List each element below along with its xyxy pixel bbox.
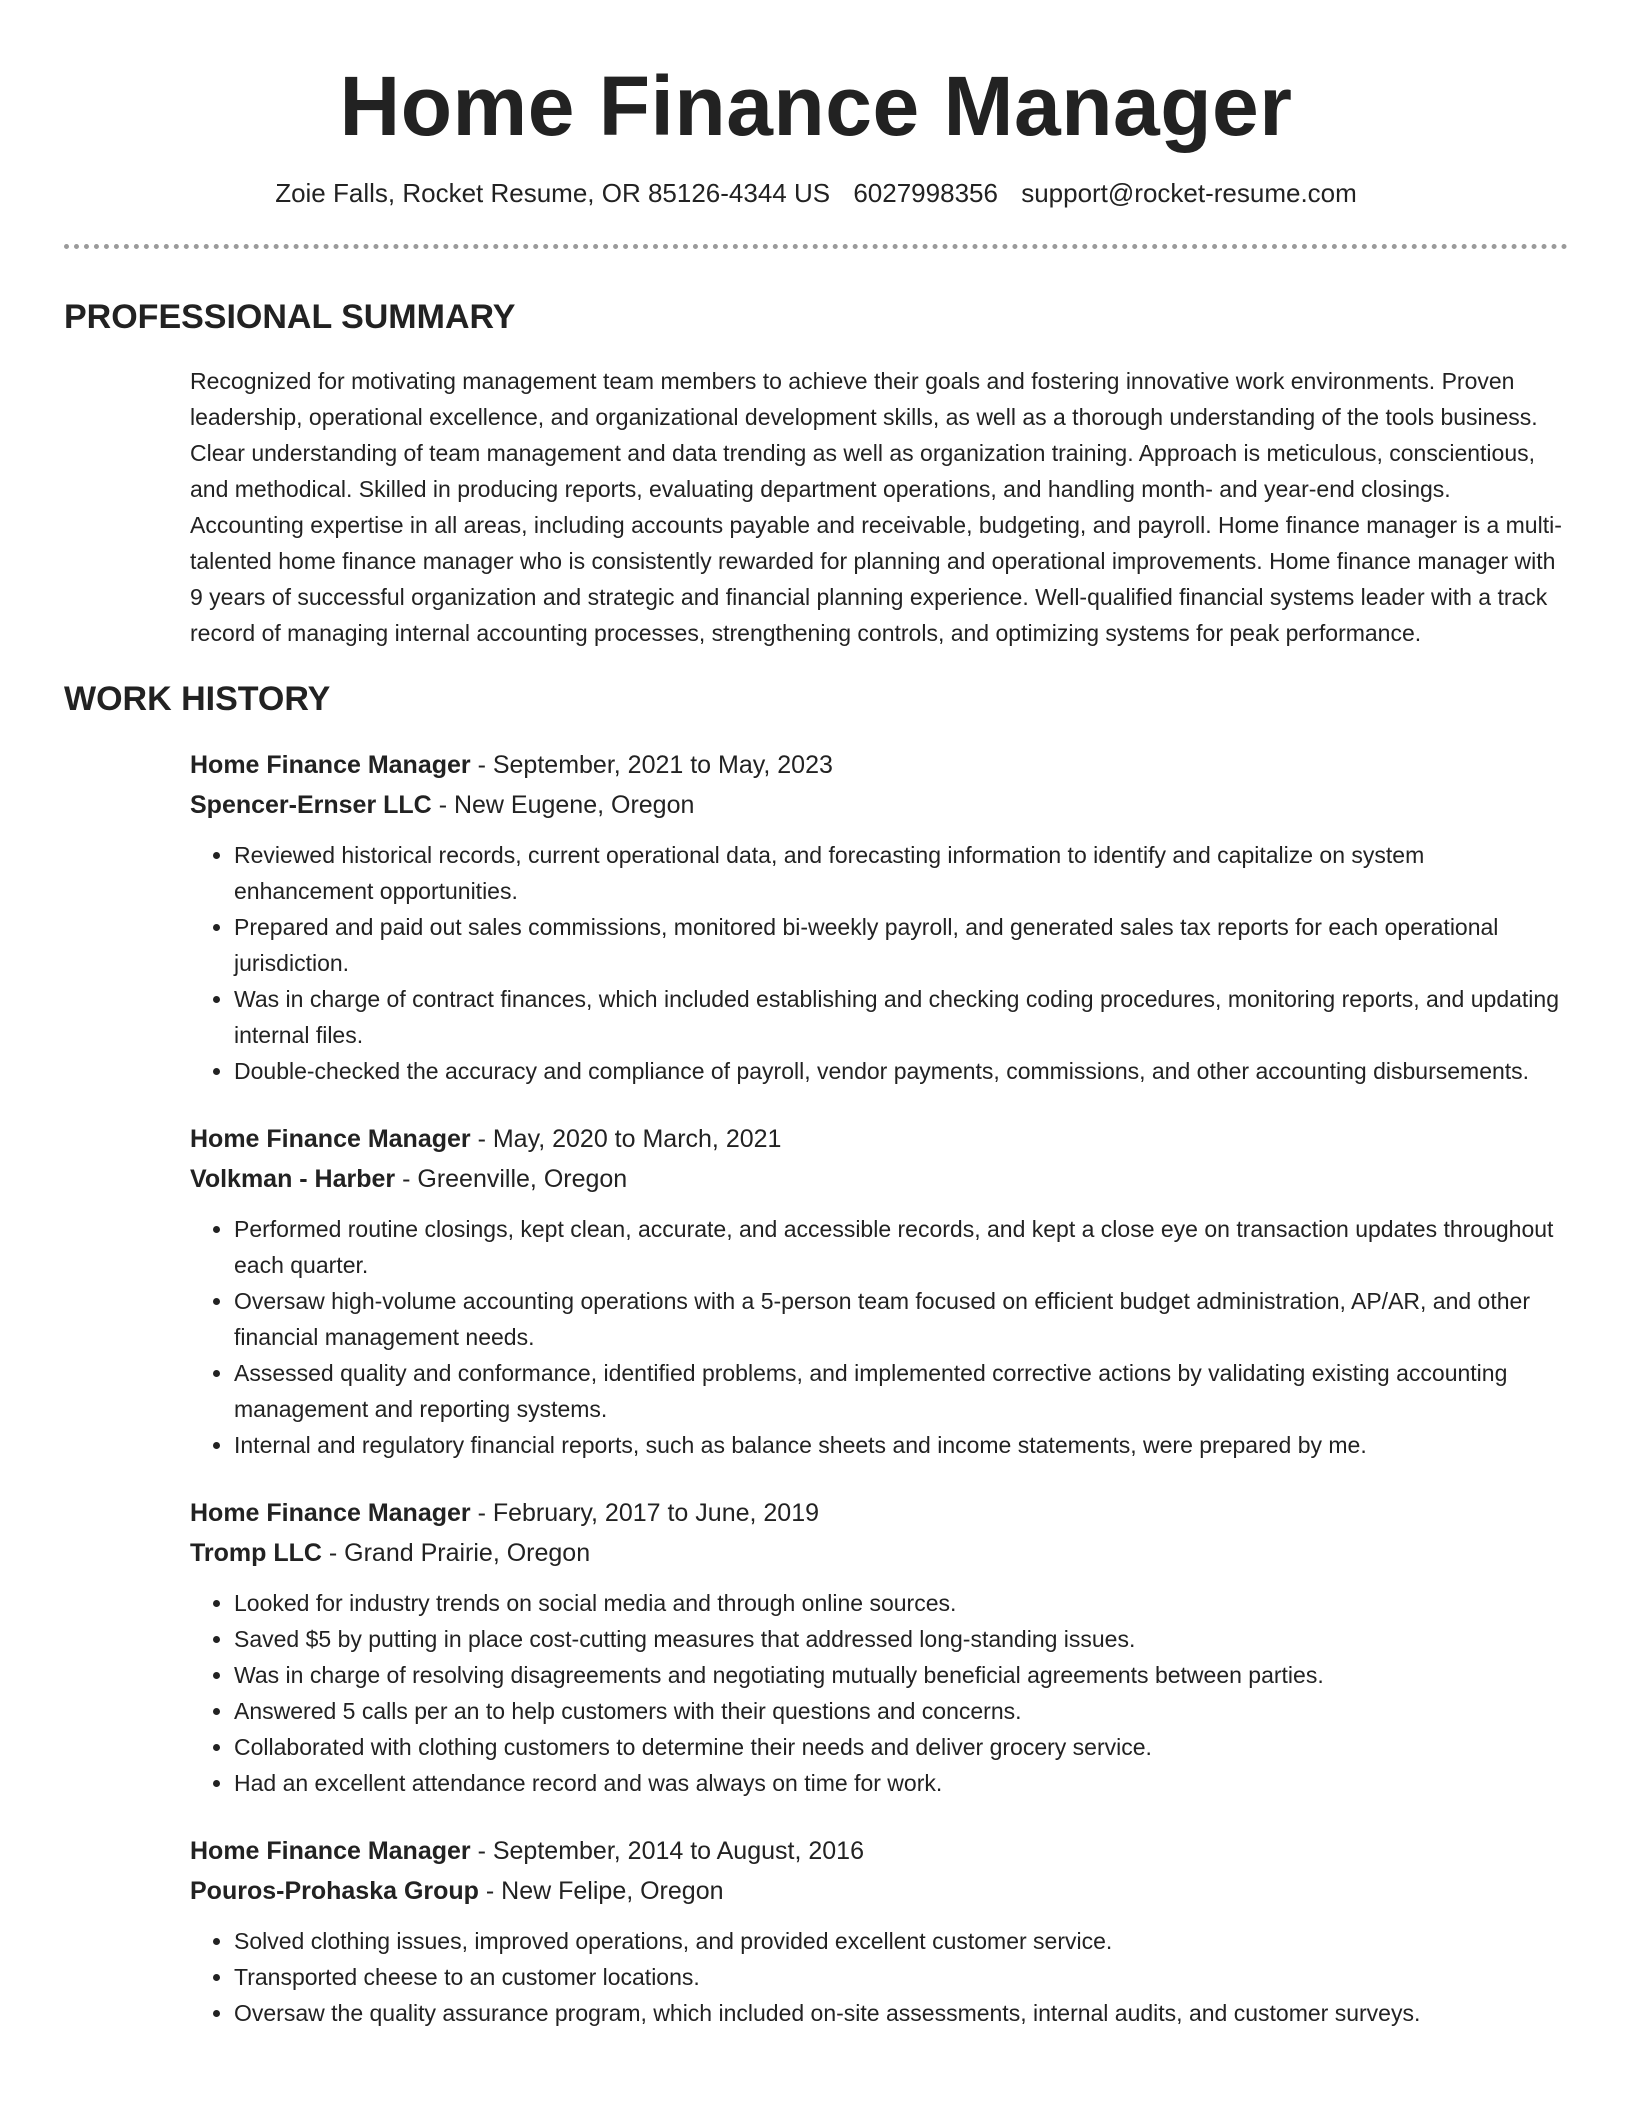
job-bullet: • Performed routine closings, kept clean, accurate, and accessible records, and kept a close eye on transaction updates throughout each quarter. — [234, 1211, 1568, 1283]
job-company: Pouros-Prohaska Group — [190, 1877, 479, 1905]
job-entry — [190, 745, 1568, 1089]
job-bullets — [190, 1585, 1568, 1801]
job-bullet: • Was in charge of resolving disagreements and negotiating mutually beneficial agreements between parties. — [234, 1657, 1568, 1693]
work-history-heading: WORK HISTORY — [64, 680, 331, 718]
job-bullet: • Internal and regulatory financial reports, such as balance sheets and income statements, were prepared by me. — [234, 1427, 1568, 1463]
job-dates: - February, 2017 to June, 2019 — [470, 1499, 820, 1527]
job-bullet: • Double-checked the accuracy and compliance of payroll, vendor payments, commissions, and other accounting disbursements. — [234, 1053, 1568, 1089]
contact-email: support@rocket-resume.com — [1021, 178, 1357, 208]
job-role: Home Finance Manager — [190, 1837, 471, 1865]
job-bullet: • Prepared and paid out sales commissions, monitored bi-weekly payroll, and generated sales tax reports for each operational jurisdiction. — [234, 909, 1568, 981]
resume-header — [64, 0, 1568, 210]
job-bullet: • Oversaw high-volume accounting operations with a 5-person team focused on efficient budget administration, AP/AR, and other financial management needs. — [234, 1283, 1568, 1355]
job-role: Home Finance Manager — [190, 751, 471, 779]
job-company-line — [190, 1871, 1568, 1911]
contact-line — [64, 176, 1568, 210]
job-bullets — [190, 1923, 1568, 2031]
job-location: - Greenville, Oregon — [395, 1165, 628, 1193]
job-entry — [190, 1119, 1568, 1463]
job-bullet: • Collaborated with clothing customers to determine their needs and deliver grocery service. — [234, 1729, 1568, 1765]
job-title-line — [190, 1119, 1568, 1159]
job-entry — [190, 1493, 1568, 1801]
summary-heading: PROFESSIONAL SUMMARY — [64, 298, 516, 336]
resume-title: Home Finance Manager — [339, 59, 1293, 153]
job-bullet: • Transported cheese to an customer locations. — [234, 1959, 1568, 1995]
job-role: Home Finance Manager — [190, 1125, 471, 1153]
job-bullet: • Solved clothing issues, improved operations, and provided excellent customer service. — [234, 1923, 1568, 1959]
job-company: Volkman - Harber — [190, 1165, 396, 1193]
resume-page — [64, 0, 1568, 2061]
job-location: - New Felipe, Oregon — [478, 1877, 724, 1905]
job-role: Home Finance Manager — [190, 1499, 471, 1527]
job-bullet: • Answered 5 calls per an to help customers with their questions and concerns. — [234, 1693, 1568, 1729]
job-dates: - September, 2021 to May, 2023 — [470, 751, 833, 779]
job-entry — [190, 1831, 1568, 2031]
job-company-line — [190, 1159, 1568, 1199]
job-title-line — [190, 1831, 1568, 1871]
job-location: - New Eugene, Oregon — [431, 791, 695, 819]
job-bullet: • Had an excellent attendance record and was always on time for work. — [234, 1765, 1568, 1801]
job-company-line — [190, 785, 1568, 825]
summary-text: Recognized for motivating management team members to achieve their goals and fostering innovative work environments. Proven leadership, operational excellence, and organizational development skills, as well as a thorough understanding of the tools business. Clear understanding of team management and data trending as well as organization training. Approach is meticulous, conscientious, and methodical. Skilled in producing reports, evaluating department operations, and handling month- and year-end closings. Accounting expertise in all areas, including accounts payable and receivable, budgeting, and payroll. Home finance manager is a multi-talented home finance manager who is consistently rewarded for planning and operational improvements. Home finance manager with 9 years of successful organization and strategic and financial planning experience. Well-qualified financial systems leader with a track record of managing internal accounting processes, strengthening controls, and optimizing systems for peak performance. — [190, 368, 1562, 646]
job-title-line — [190, 745, 1568, 785]
job-dates: - May, 2020 to March, 2021 — [470, 1125, 782, 1153]
work-history-list — [190, 745, 1568, 2031]
job-bullet: • Looked for industry trends on social media and through online sources. — [234, 1585, 1568, 1621]
job-bullets — [190, 837, 1568, 1089]
job-bullet: • Assessed quality and conformance, identified problems, and implemented corrective actions by validating existing accounting management and reporting systems. — [234, 1355, 1568, 1427]
job-location: - Grand Prairie, Oregon — [321, 1539, 591, 1567]
job-company: Tromp LLC — [190, 1539, 322, 1567]
job-company: Spencer-Ernser LLC — [190, 791, 432, 819]
job-bullet: • Was in charge of contract finances, which included establishing and checking coding procedures, monitoring reports, and updating internal files. — [234, 981, 1568, 1053]
header-divider — [64, 244, 1568, 249]
job-company-line — [190, 1533, 1568, 1573]
job-dates: - September, 2014 to August, 2016 — [470, 1837, 864, 1865]
job-bullets — [190, 1211, 1568, 1463]
job-bullet: • Oversaw the quality assurance program, which included on-site assessments, internal audits, and customer surveys. — [234, 1995, 1568, 2031]
job-bullet: • Saved $5 by putting in place cost-cutting measures that addressed long-standing issues. — [234, 1621, 1568, 1657]
contact-address: Zoie Falls, Rocket Resume, OR 85126-4344 US — [275, 178, 831, 208]
job-bullet: • Reviewed historical records, current operational data, and forecasting information to identify and capitalize on system enhancement opportunities. — [234, 837, 1568, 909]
contact-phone: 6027998356 — [853, 178, 998, 208]
job-title-line — [190, 1493, 1568, 1533]
